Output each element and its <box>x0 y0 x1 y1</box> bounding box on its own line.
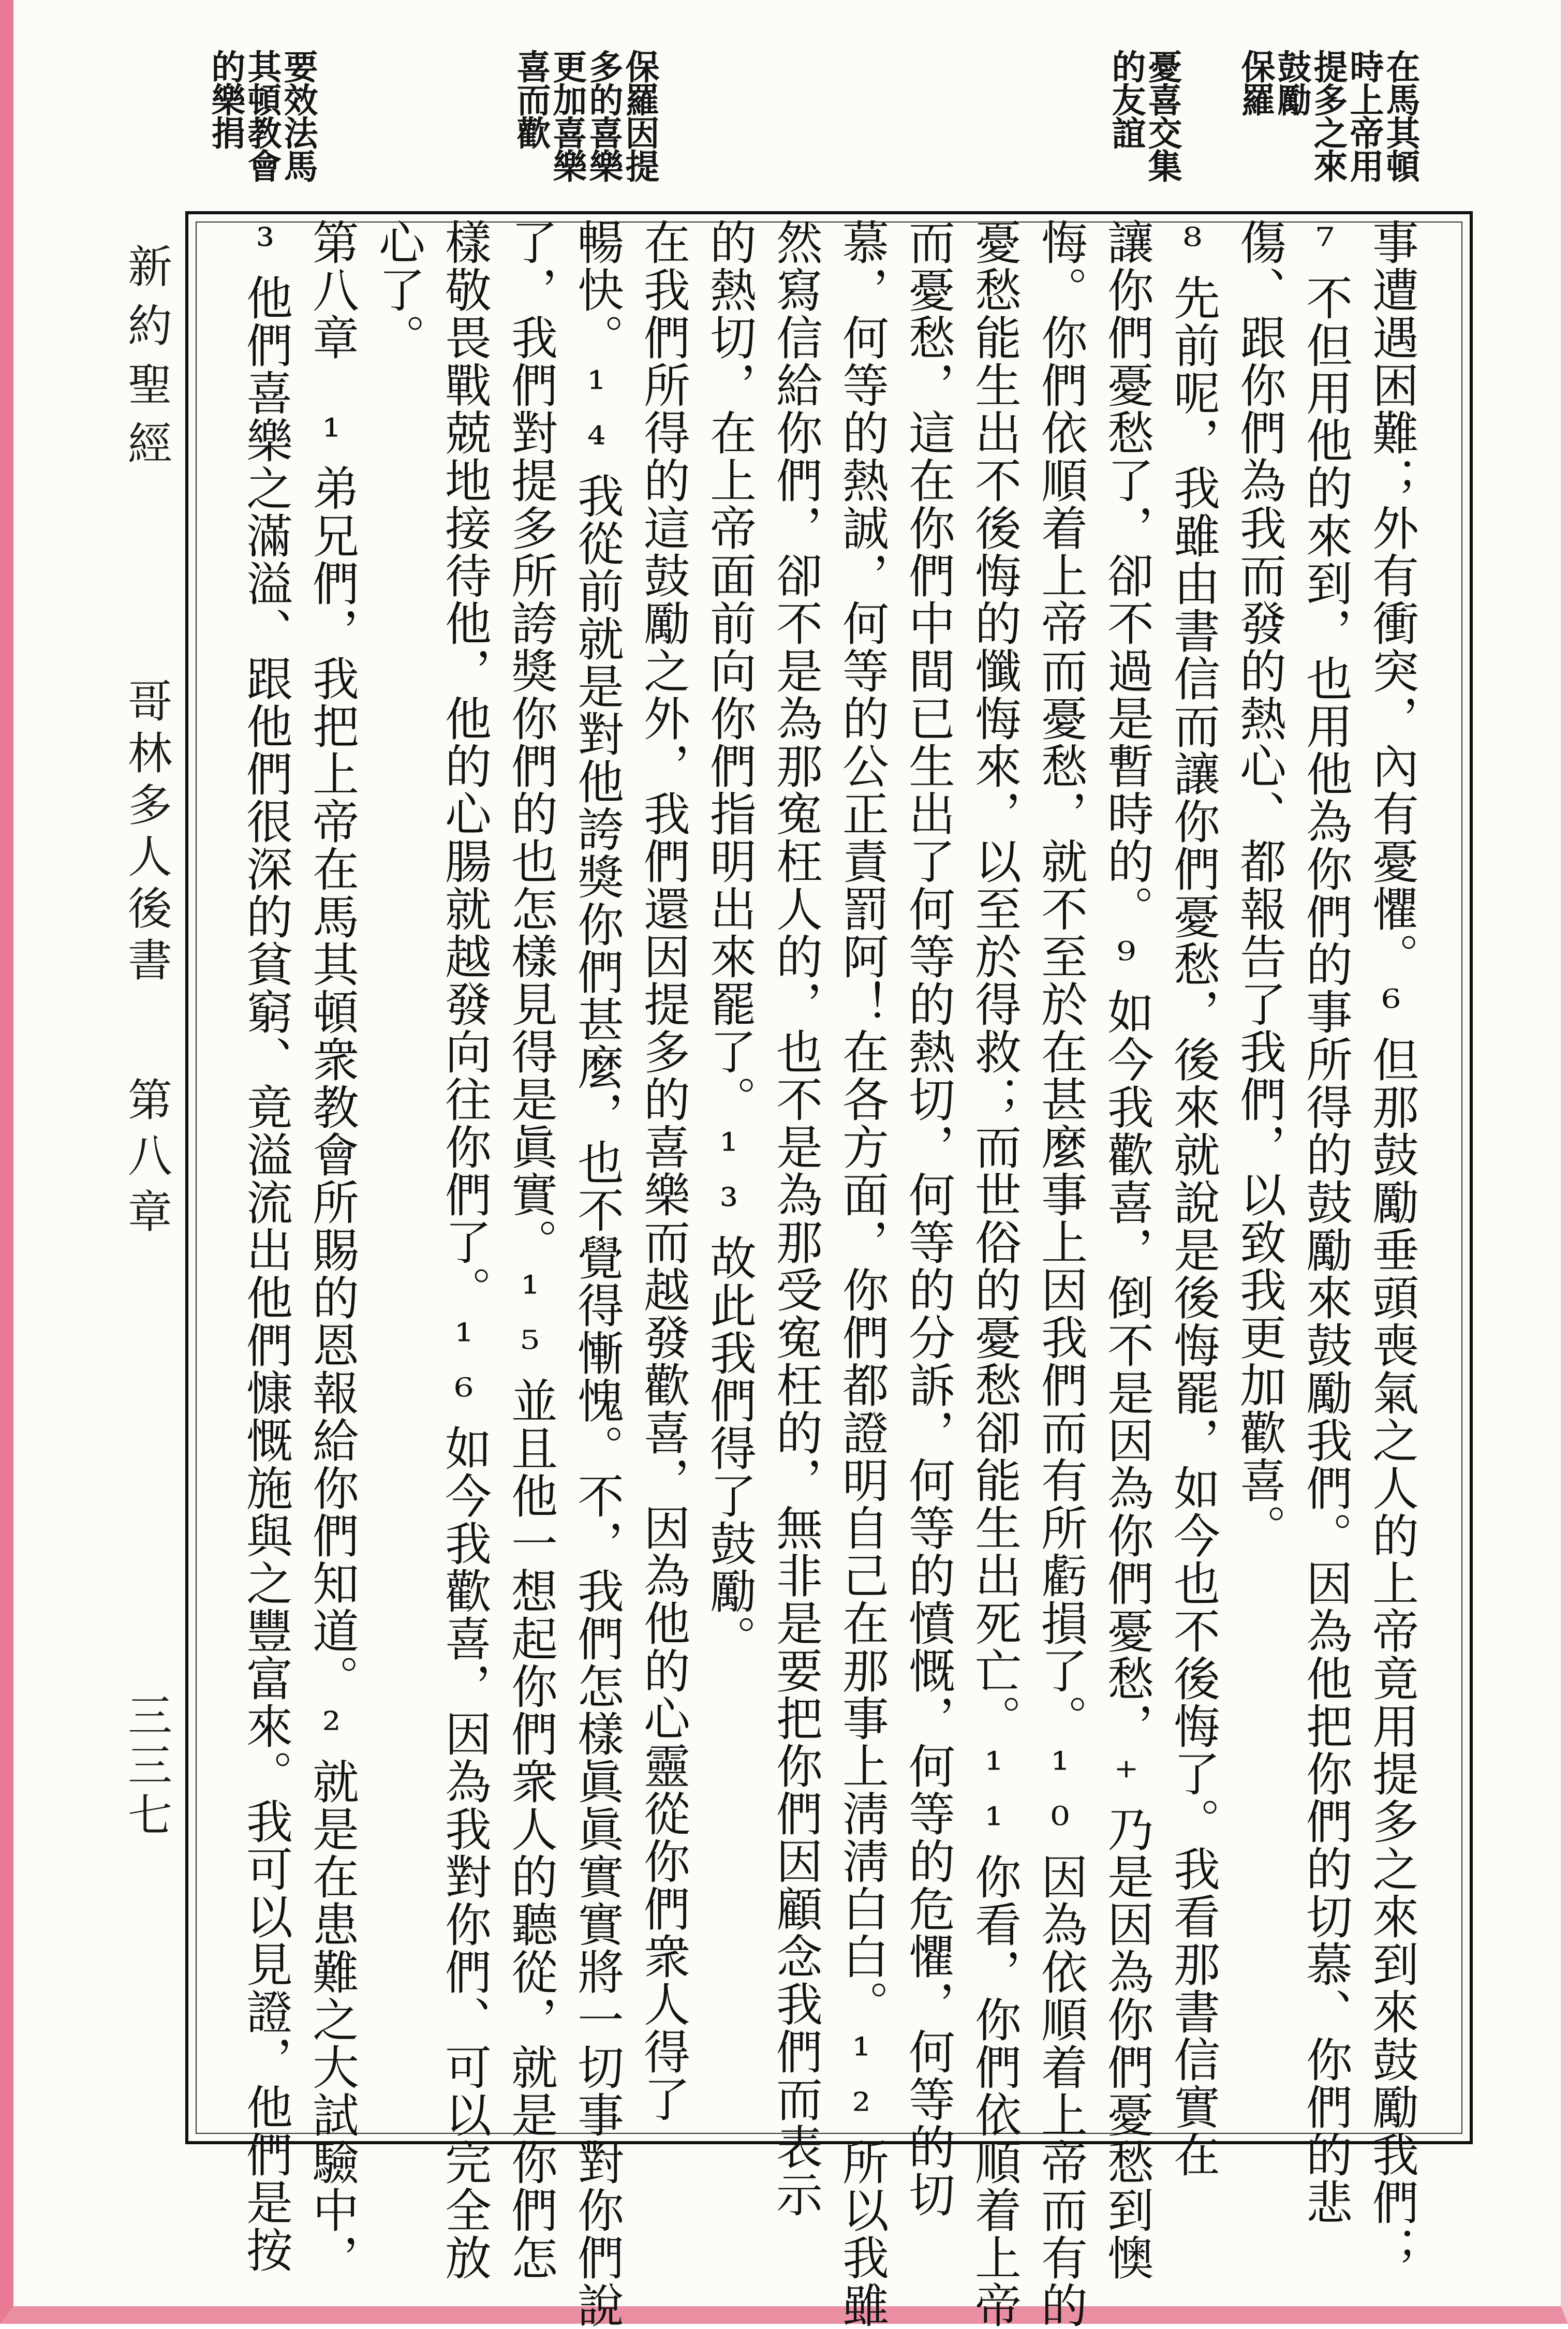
margin-note-line: 在馬其頓 <box>1380 49 1420 182</box>
text-column: 然寫信給你們，卻不是為那寃枉人的，也不是為那受寃枉的，無非是要把你們因顧念我們而表示 <box>768 218 822 2218</box>
margin-note-line: 憂喜交集 <box>1142 49 1182 182</box>
margin-note-line: 其頓教會 <box>242 49 282 182</box>
margin-note-line: 保羅因提 <box>619 49 659 182</box>
text-column: 慕，何等的熱誠，何等的公正責罰阿！在各方面，你們都證明自己在那事上淸淸白白。¹²所以我雖 <box>834 218 889 2329</box>
text-column: 而憂愁，這在你們中間已生出了何等的熱切，何等的分訴，何等的憤慨，何等的危懼，何等的切 <box>900 218 955 2218</box>
margin-note-line: 鼓勵 <box>1271 49 1311 115</box>
margin-note-line: 的樂捐 <box>205 49 245 149</box>
text-column: 事遭遇困難；外有衝突，內有憂懼。⁶但那鼓勵垂頭喪氣之人的上帝竟用提多之來到來鼓勵我們； <box>1364 218 1418 2274</box>
text-column: 了，我們對提多所誇獎你們的也怎樣見得是眞實。¹⁵並且他一想起你們衆人的聽從，就是你們怎 <box>503 218 557 2281</box>
margin-note-line: 要效法馬 <box>278 49 318 182</box>
text-column: 悔。你們依順着上帝而憂愁，就不至於在甚麼事上因我們而有所虧損了。¹⁰因為依順着上帝而有的 <box>1033 218 1087 2329</box>
epistle-title: 哥林多人後書 <box>120 678 172 989</box>
text-column: ⁸先前呢，我雖由書信而讓你們憂愁，後來就說是後悔罷，如今也不後悔了。我看那書信實在 <box>1165 218 1220 2178</box>
text-column: 的熱切，在上帝面前向你們指明出來罷了。¹³故此我們得了鼓勵。 <box>702 218 756 1662</box>
margin-note-line: 提多之來 <box>1308 49 1348 182</box>
note-visit <box>1107 49 1180 215</box>
text-column: 在我們所得的這鼓勵之外，我們還因提多的喜樂而越發歡喜，因為他的心靈從你們衆人得了 <box>635 218 690 2123</box>
text-column: ³他們喜樂之滿溢、跟他們很深的貧窮、竟溢流出他們慷慨施與之豐富來。我可以見證，他們是按 <box>238 218 292 2274</box>
text-column: 心了。 <box>371 218 425 361</box>
note-epaphroditus <box>1237 49 1418 215</box>
page-number: 三三七 <box>120 1692 172 1841</box>
margin-note-line: 時上帝用 <box>1344 49 1384 182</box>
text-column: 第八章 ¹弟兄們，我把上帝在馬其頓衆教會所賜的恩報給你們知道。²就是在患難之大試驗中， <box>304 218 359 2281</box>
text-column: 讓你們憂愁了，卻不過是暫時的。⁹如今我歡喜，倒不是因為你們憂愁，⁺乃是因為你們憂愁到懊 <box>1099 218 1153 2281</box>
text-column: 暢快。¹⁴我從前就是對他誇獎你們甚麼，也不覺得慚愧。不，我們怎樣眞眞實實將一切事對你們說 <box>569 218 624 2329</box>
margin-note-line: 喜而歡 <box>511 49 551 149</box>
text-column: 憂愁能生出不後悔的懺悔來，以至於得救；而世俗的憂愁卻能生出死亡。¹¹你看，你們依順着上帝 <box>967 218 1021 2329</box>
margin-note-line: 保羅 <box>1235 49 1275 115</box>
margin-note-line: 的友誼 <box>1106 49 1146 149</box>
note-macedonia <box>207 49 316 215</box>
margin-note-line: 多的喜樂 <box>583 49 623 182</box>
text-column: 樣敬畏戰兢地接待他，他的心腸就越發向往你們了。¹⁶如今我歡喜，因為我對你們、可以完全放 <box>437 218 491 2281</box>
book-title: 新約聖經 <box>120 243 172 479</box>
text-column: ⁷不但用他的來到，也用他為你們的事所得的鼓勵來鼓勵我們。因為他把你們的切慕、你們的悲 <box>1298 218 1352 2226</box>
chapter-heading: 第八章 <box>120 1077 172 1244</box>
margin-note-line: 更加喜樂 <box>547 49 587 182</box>
text-column: 傷、跟你們為我而發的熱心、都報告了我們，以致我更加歡喜。 <box>1232 218 1286 1552</box>
note-titus-joy <box>512 49 657 215</box>
